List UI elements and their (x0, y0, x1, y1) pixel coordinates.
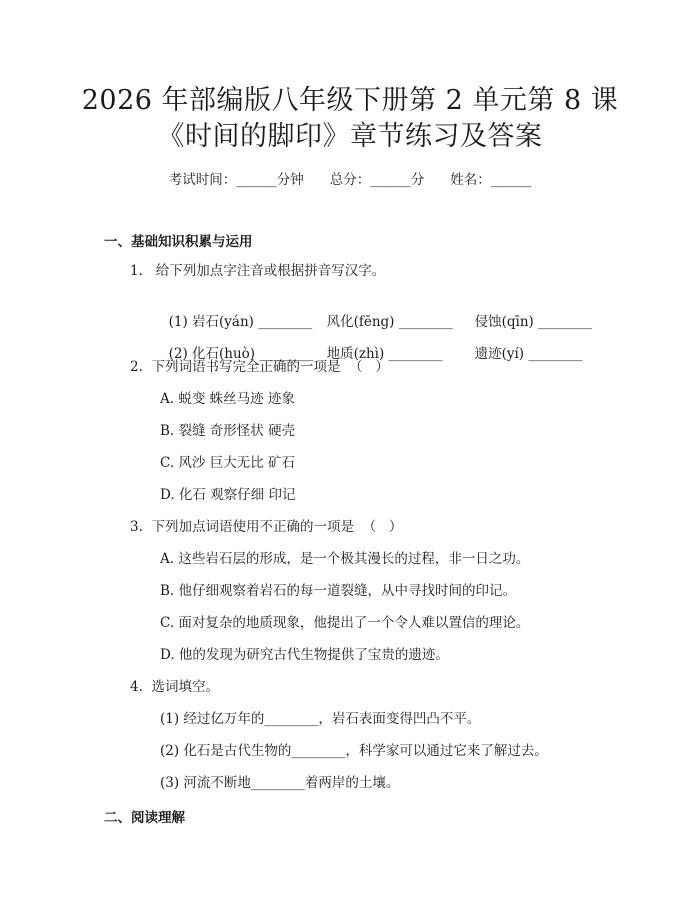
question-1-row-1 (160, 294, 592, 330)
question-1-row-2 (160, 326, 582, 362)
question-3-option-c: C. 面对复杂的地质现象，他提出了一个令人难以置信的理论。 (160, 615, 530, 631)
question-3-option-a: A. 这些岩石层的形成，是一个极其漫长的过程，非一日之功。 (160, 551, 530, 567)
question-4-item-1: (1) 经过亿万年的________，岩石表面变得凹凸不平。 (160, 711, 481, 727)
question-4-stem: 4. 选词填空。 (130, 679, 219, 695)
pinyin-item: 侵蚀(qīn) ________ (474, 314, 593, 330)
question-2-stem: 2. 下列词语书写完全正确的一项是 （ ） (130, 359, 389, 375)
pinyin-item: 遗迹(yí) ________ (474, 346, 583, 362)
exam-info (0, 168, 700, 188)
question-4-item-2: (2) 化石是古代生物的________，科学家可以通过它来了解过去。 (160, 743, 548, 759)
section-heading-1: 一、基础知识积累与运用 (104, 234, 253, 250)
question-2-option-b: B. 裂缝 奇形怪状 硬壳 (160, 423, 296, 439)
question-3-stem: 3. 下列加点词语使用不正确的一项是 （ ） (130, 519, 403, 535)
page-title-line-2: 《时间的脚印》章节练习及答案 (157, 121, 543, 152)
question-3-option-d: D. 他的发现为研究古代生物提供了宝贵的遗迹。 (160, 647, 449, 663)
pinyin-item: (1) 岩石(yán) ________ (168, 314, 313, 330)
pinyin-item: 风化(fēng) ________ (326, 314, 453, 330)
question-2-option-d: D. 化石 观察仔细 印记 (160, 487, 296, 503)
question-4-item-3: (3) 河流不断地________着两岸的土壤。 (160, 775, 400, 791)
question-2-option-a: A. 蜕变 蛛丝马迹 迹象 (160, 391, 295, 407)
question-1-stem: 1. 给下列加点字注音或根据拼音写汉字。 (130, 263, 386, 279)
question-3-option-b: B. 他仔细观察着岩石的每一道裂缝，从中寻找时间的印记。 (160, 583, 517, 599)
page-title-line-1: 2026 年部编版八年级下册第 2 单元第 8 课 (81, 85, 619, 116)
student-name-field: 姓名：______ (450, 172, 532, 188)
pinyin-item: 地质(zhì) ________ (326, 346, 443, 362)
pinyin-item: (2) 化石(huò) ________ (168, 346, 314, 362)
section-heading-2: 二、阅读理解 (104, 810, 185, 826)
exam-time-field: 考试时间：______分钟 (168, 172, 304, 188)
question-2-option-c: C. 风沙 巨大无比 矿石 (160, 455, 296, 471)
total-score-field: 总分：______分 (329, 172, 425, 188)
